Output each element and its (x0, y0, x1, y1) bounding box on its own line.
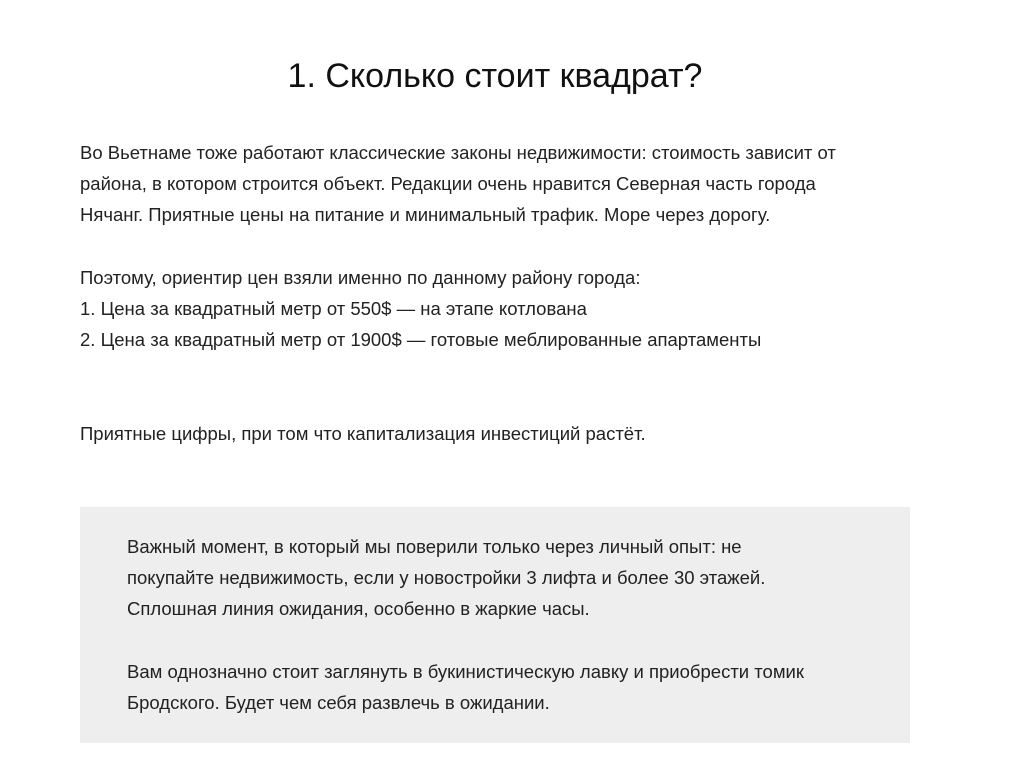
prices-lead: Поэтому, ориентир цен взяли именно по данному району города: (80, 267, 641, 288)
intro-paragraph (80, 137, 920, 230)
note-line: Важный момент, в который мы поверили только через личный опыт: не (127, 536, 742, 557)
note-callout (80, 507, 910, 743)
section-title: 1. Сколько стоит квадрат? (287, 57, 703, 95)
note-line: Бродского. Будет чем себя развлечь в ожидании. (127, 692, 550, 713)
note-line: покупайте недвижимость, если у новостройки 3 лифта и более 30 этажей. (127, 567, 766, 588)
price-item: 2. Цена за квадратный метр от 1900$ — готовые меблированные апартаменты (80, 329, 762, 350)
intro-line: района, в котором строится объект. Редакции очень нравится Северная часть города (80, 173, 816, 194)
note-paragraph (127, 656, 887, 718)
summary-paragraph: Приятные цифры, при том что капитализация инвестиций растёт. (80, 423, 646, 444)
intro-line: Во Вьетнаме тоже работают классические законы недвижимости: стоимость зависит от (80, 142, 836, 163)
prices-paragraph (80, 262, 920, 355)
intro-line: Нячанг. Приятные цены на питание и минимальный трафик. Море через дорогу. (80, 204, 771, 225)
note-line: Вам однозначно стоит заглянуть в букинистическую лавку и приобрести томик (127, 661, 804, 682)
note-line: Сплошная линия ожидания, особенно в жаркие часы. (127, 598, 590, 619)
note-paragraph (127, 531, 887, 624)
price-item: 1. Цена за квадратный метр от 550$ — на этапе котлована (80, 298, 587, 319)
